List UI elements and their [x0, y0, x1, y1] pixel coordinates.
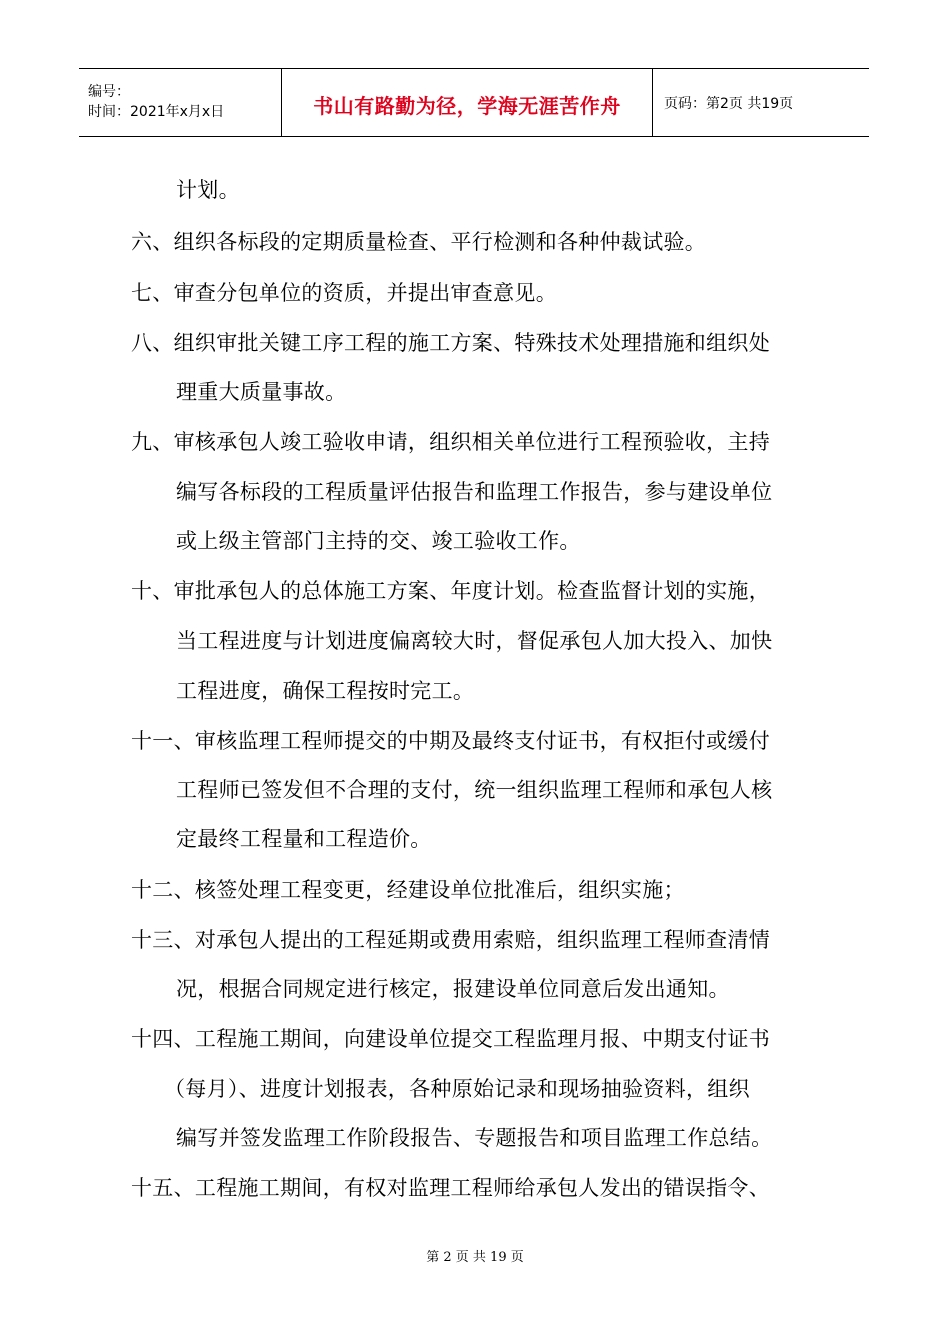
body-line: 九、审核承包人竣工验收申请，组织相关单位进行工程预验收，主持	[131, 430, 770, 454]
body-line: 编写并签发监理工作阶段报告、专题报告和项目监理工作总结。	[176, 1126, 773, 1150]
body-line: 工程进度，确保工程按时完工。	[176, 679, 475, 703]
body-line: 或上级主管部门主持的交、竣工验收工作。	[176, 529, 581, 553]
header-motto-cell	[281, 69, 653, 136]
body-line: 当工程进度与计划进度偏离较大时，督促承包人加大投入、加快	[176, 629, 773, 653]
document-date-label: 时间：2021年x月x日	[88, 103, 225, 120]
body-line: 八、组织审批关键工序工程的施工方案、特殊技术处理措施和组织处	[131, 331, 770, 355]
body-line: 编写各标段的工程质量评估报告和监理工作报告，参与建设单位	[176, 480, 773, 504]
body-line: 定最终工程量和工程造价。	[176, 827, 432, 851]
body-line: （每月）、进度计划报表，各种原始记录和现场抽验资料，组织	[164, 1077, 750, 1101]
body-line: 七、审查分包单位的资质，并提出审查意见。	[131, 281, 557, 305]
body-line: 工程师已签发但不合理的支付，统一组织监理工程师和承包人核	[176, 778, 773, 802]
body-line: 理重大质量事故。	[176, 380, 347, 404]
document-number-label: 编号：	[88, 83, 130, 100]
body-line: 十一、审核监理工程师提交的中期及最终支付证书，有权拒付或缓付	[131, 729, 770, 753]
document-header	[79, 68, 869, 137]
footer-page-number: 第 2 页 共 19 页	[426, 1250, 524, 1265]
body-line: 计划。	[176, 178, 240, 202]
header-page-number: 页码：第2页 共19页	[664, 95, 794, 112]
body-line: 六、组织各标段的定期质量检查、平行检测和各种仲裁试验。	[131, 230, 707, 254]
body-line: 十五、工程施工期间，有权对监理工程师给承包人发出的错误指令、	[131, 1176, 770, 1200]
page-footer	[0, 1246, 950, 1265]
body-line: 十二、核签处理工程变更，经建设单位批准后，组织实施；	[131, 878, 685, 902]
body-line: 十三、对承包人提出的工程延期或费用索赔，组织监理工程师查清情	[131, 928, 770, 952]
body-line: 况，根据合同规定进行核定，报建设单位同意后发出通知。	[176, 977, 730, 1001]
body-line: 十、审批承包人的总体施工方案、年度计划。检查监督计划的实施，	[131, 579, 770, 603]
body-line: 十四、工程施工期间，向建设单位提交工程监理月报、中期支付证书	[131, 1027, 770, 1051]
header-page-cell	[653, 69, 869, 136]
header-motto: 书山有路勤为径，学海无涯苦作舟	[313, 94, 621, 118]
header-info-cell	[79, 69, 281, 136]
